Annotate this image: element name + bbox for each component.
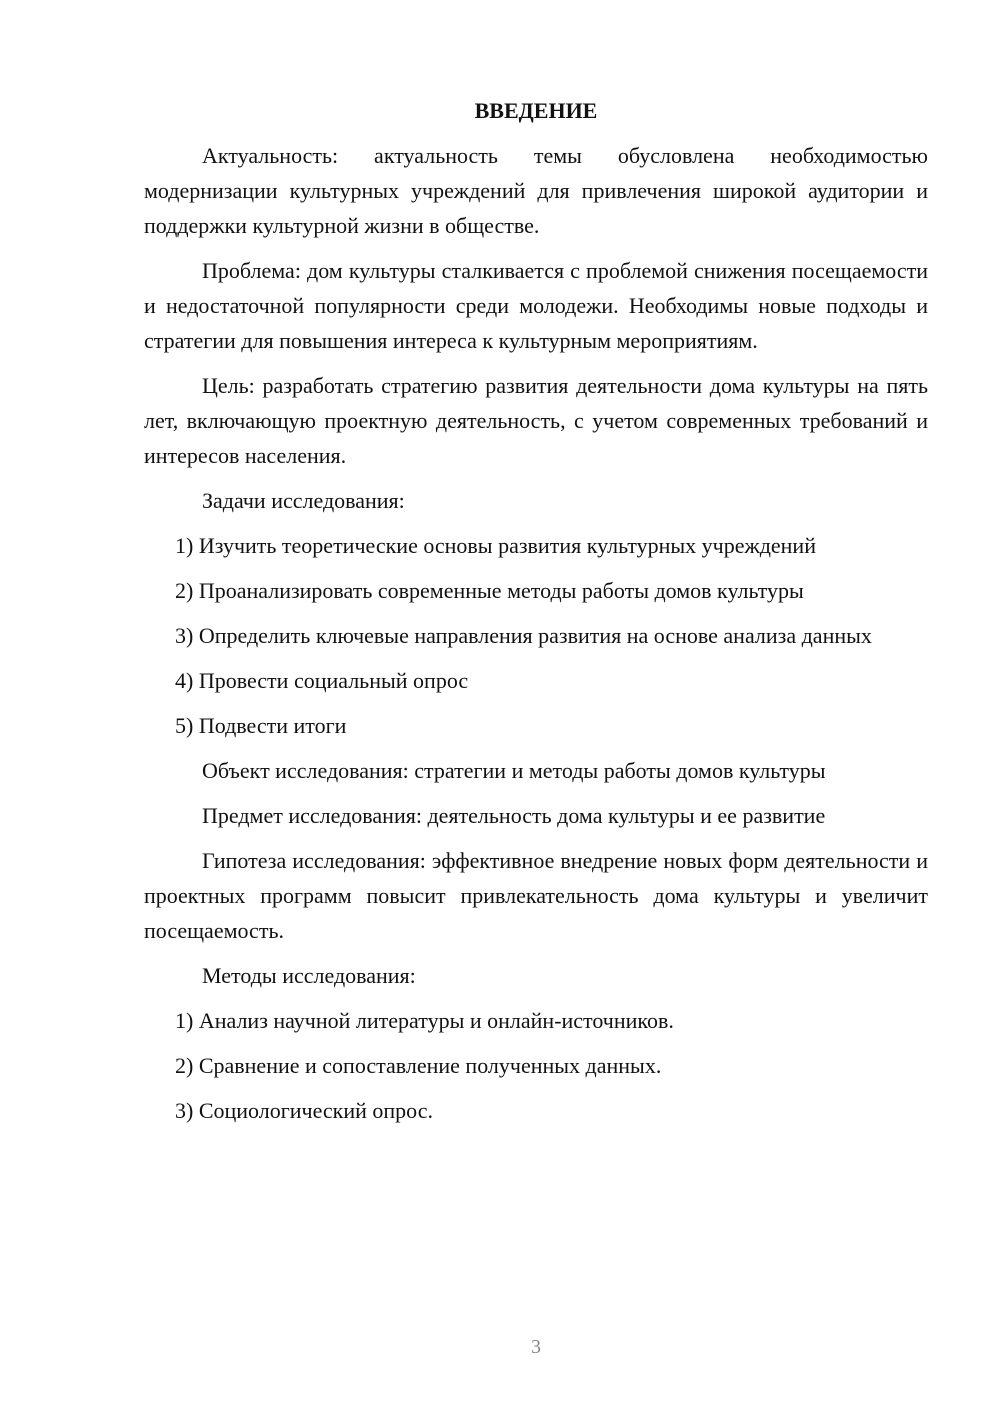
method-item-1: 1) Анализ научной литературы и онлайн-источников.: [175, 1008, 674, 1033]
task-item-5: 5) Подвести итоги: [175, 713, 347, 738]
task-item-1: 1) Изучить теоретические основы развития культурных учреждений: [175, 533, 816, 558]
object-paragraph: Объект исследования: стратегии и методы работы домов культуры: [202, 758, 826, 783]
task-item-4: 4) Провести социальный опрос: [175, 668, 469, 693]
document-page: [144, 96, 928, 1138]
task-item-2: 2) Проанализировать современные методы работы домов культуры: [175, 578, 804, 603]
relevance-paragraph: Актуальность: актуальность темы обусловлена необходимостью модернизации культурных учреждений для привлечения широкой аудитории и поддержки культурной жизни в обществе.: [144, 143, 928, 238]
task-item-3: 3) Определить ключевые направления развития на основе анализа данных: [175, 623, 872, 648]
hypothesis-paragraph: Гипотеза исследования: эффективное внедрение новых форм деятельности и проектных программ повысит привлекательность дома культуры и увеличит посещаемость.: [144, 848, 928, 943]
problem-paragraph: Проблема: дом культуры сталкивается с проблемой снижения посещаемости и недостаточной популярности среди молодежи. Необходимы новые подходы и стратегии для повышения интереса к культурным мероприятиям.: [144, 258, 928, 353]
subject-paragraph: Предмет исследования: деятельность дома культуры и ее развитие: [202, 803, 826, 828]
page-number: 3: [531, 1336, 541, 1358]
tasks-label: Задачи исследования:: [202, 488, 405, 513]
section-heading: ВВЕДЕНИЕ: [474, 98, 598, 123]
methods-label: Методы исследования:: [202, 963, 416, 988]
method-item-2: 2) Сравнение и сопоставление полученных данных.: [175, 1053, 662, 1078]
method-item-3: 3) Социологический опрос.: [175, 1098, 433, 1123]
goal-paragraph: Цель: разработать стратегию развития деятельности дома культуры на пять лет, включающую проектную деятельность, с учетом современных требований и интересов населения.: [144, 373, 928, 468]
